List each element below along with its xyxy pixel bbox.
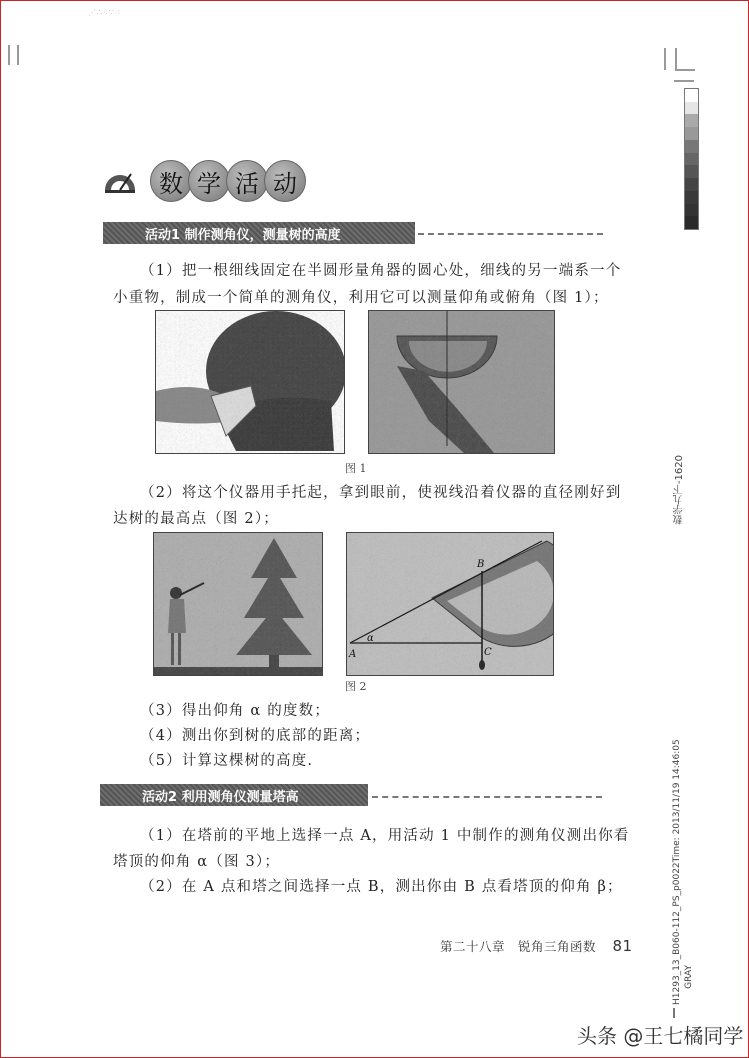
title-char: 动 bbox=[264, 160, 306, 202]
activity1-step3: （3）得出仰角 α 的度数； bbox=[140, 703, 331, 719]
svg-text:C: C bbox=[484, 647, 492, 658]
page-number: 81 bbox=[612, 937, 633, 955]
divider-dashed bbox=[372, 796, 602, 798]
running-footer bbox=[440, 937, 633, 955]
activity1-header-text: 活动1 制作测角仪，测量树的高度 bbox=[145, 227, 341, 243]
side-code: 数学九下-1620 bbox=[674, 455, 685, 525]
svg-text:B: B bbox=[477, 559, 485, 570]
activity1-step5: （5）计算这棵树的高度. bbox=[140, 753, 314, 769]
activity2-step2: （2）在 A 点和塔之间选择一点 B，测出你由 B 点看塔顶的仰角 β； bbox=[140, 879, 623, 895]
title-char: 学 bbox=[188, 160, 230, 202]
activity2-step1-line1: （1）在塔前的平地上选择一点 A，用活动 1 中制作的测角仪测出你看 bbox=[140, 828, 630, 844]
activity2-header bbox=[100, 784, 368, 806]
activity1-step4: （4）测出你到树的底部的距离； bbox=[140, 728, 371, 744]
activity1-step2-line1: （2）将这个仪器用手托起，拿到眼前，使视线沿着仪器的直径刚好到 bbox=[140, 485, 622, 501]
title-char: 活 bbox=[226, 160, 268, 202]
activity1-step1-line1: （1）把一根细线固定在半圆形量角器的圆心处，细线的另一端系一个 bbox=[140, 263, 622, 279]
svg-text:α: α bbox=[367, 633, 374, 644]
title-char: 数 bbox=[150, 160, 192, 202]
figure1-caption: 图 1 bbox=[345, 462, 367, 475]
crop-mark-right-3 bbox=[675, 69, 695, 71]
activity1-header bbox=[103, 222, 415, 244]
activity1-step1-line2: 小重物，制成一个简单的测角仪，利用它可以测量仰角或俯角（图 1）； bbox=[113, 290, 609, 306]
svg-text:A: A bbox=[349, 649, 357, 660]
figure1-left-photo bbox=[155, 310, 345, 454]
section-title-math-activity bbox=[150, 160, 302, 202]
watermark: 头条 @王七橘同学 bbox=[577, 1024, 744, 1048]
activity2-header-text: 活动2 利用测角仪测量塔高 bbox=[142, 789, 299, 805]
crop-mark-bottom bbox=[673, 1008, 675, 1018]
crop-mark-left-1 bbox=[8, 45, 10, 65]
crop-mark-right-4 bbox=[674, 80, 694, 82]
divider-dashed bbox=[418, 233, 603, 235]
print-info-line2: GRAY bbox=[684, 965, 694, 989]
activity2-step1-line2: 塔顶的仰角 α（图 3）； bbox=[113, 854, 281, 870]
figure2-girl-tree-illustration bbox=[153, 532, 323, 676]
grayscale-calibration-bar bbox=[684, 88, 699, 230]
activity1-step2-line2: 达树的最高点（图 2）； bbox=[113, 511, 279, 527]
protractor-gauge-icon bbox=[103, 168, 137, 194]
crop-mark-left-2 bbox=[17, 45, 19, 65]
figure1-right-photo bbox=[368, 310, 555, 454]
scan-smudge: ⋰∴⁖∵⁘ bbox=[88, 8, 123, 17]
crop-mark-right-1 bbox=[664, 48, 666, 70]
figure2-protractor-diagram bbox=[346, 532, 554, 676]
print-info-line1: H1293_13_B060-112_PS_p0022Time: 2013/11/19 14:46:05 bbox=[672, 739, 682, 1005]
crop-mark-right-2 bbox=[675, 48, 677, 70]
chapter-title: 第二十八章 锐角三角函数 bbox=[440, 939, 597, 954]
figure2-caption: 图 2 bbox=[345, 680, 367, 693]
